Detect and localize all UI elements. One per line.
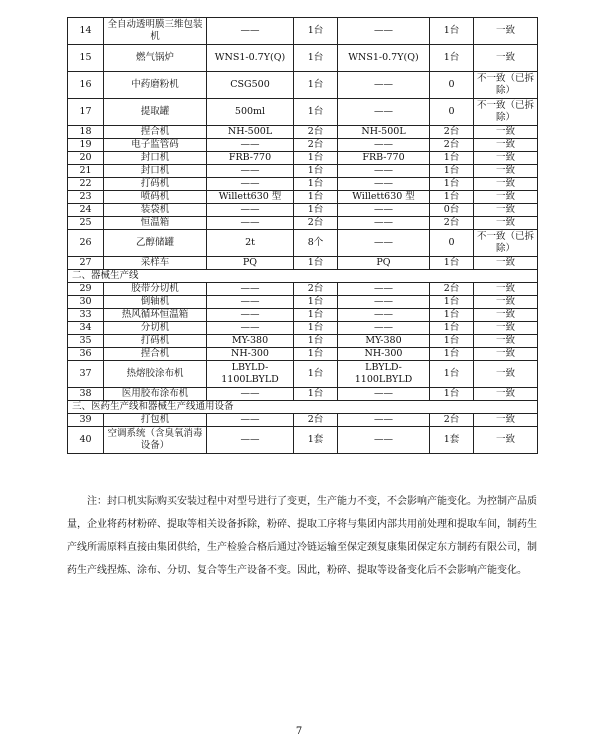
cell-planned-quantity: 1台 <box>294 72 338 99</box>
cell-planned-quantity: 1台 <box>294 99 338 126</box>
cell-planned-quantity: 1台 <box>294 165 338 178</box>
cell-consistency: 一致 <box>474 165 538 178</box>
cell-equipment-name: 恒温箱 <box>104 217 207 230</box>
equipment-table-body <box>68 18 538 454</box>
table-row <box>68 322 538 335</box>
cell-actual-model: —— <box>338 18 430 45</box>
cell-actual-model: —— <box>338 230 430 257</box>
table-row <box>68 191 538 204</box>
cell-consistency: 一致 <box>474 388 538 401</box>
table-row <box>68 204 538 217</box>
cell-number: 35 <box>68 335 104 348</box>
cell-actual-model: —— <box>338 204 430 217</box>
cell-consistency: 一致 <box>474 414 538 427</box>
cell-number: 25 <box>68 217 104 230</box>
cell-equipment-name: 打码机 <box>104 178 207 191</box>
cell-planned-model: —— <box>207 217 294 230</box>
cell-actual-model: PQ <box>338 257 430 270</box>
cell-actual-quantity: 1台 <box>430 361 474 388</box>
cell-planned-model: 500ml <box>207 99 294 126</box>
cell-planned-quantity: 1台 <box>294 309 338 322</box>
cell-consistency: 一致 <box>474 178 538 191</box>
cell-actual-model: NH-300 <box>338 348 430 361</box>
cell-equipment-name: 全自动透明膜三维包装机 <box>104 18 207 45</box>
cell-equipment-name: 医用胶布涂布机 <box>104 388 207 401</box>
cell-planned-model: —— <box>207 296 294 309</box>
cell-number: 15 <box>68 45 104 72</box>
table-row <box>68 178 538 191</box>
cell-actual-quantity: 1台 <box>430 165 474 178</box>
cell-number: 38 <box>68 388 104 401</box>
cell-equipment-name: 采样车 <box>104 257 207 270</box>
cell-number: 21 <box>68 165 104 178</box>
cell-equipment-name: 乙醇储罐 <box>104 230 207 257</box>
cell-equipment-name: 分切机 <box>104 322 207 335</box>
cell-planned-quantity: 2台 <box>294 283 338 296</box>
cell-actual-quantity: 1台 <box>430 257 474 270</box>
cell-actual-model: —— <box>338 296 430 309</box>
cell-actual-model: —— <box>338 388 430 401</box>
cell-actual-model: —— <box>338 72 430 99</box>
cell-planned-model: CSG500 <box>207 72 294 99</box>
cell-planned-model: —— <box>207 139 294 152</box>
cell-equipment-name: 封口机 <box>104 152 207 165</box>
cell-actual-quantity: 0台 <box>430 204 474 217</box>
table-row <box>68 139 538 152</box>
cell-equipment-name: 捏合机 <box>104 126 207 139</box>
table-row <box>68 257 538 270</box>
cell-planned-quantity: 1台 <box>294 388 338 401</box>
cell-planned-model: —— <box>207 414 294 427</box>
cell-equipment-name: 空调系统（含臭氧消毒设备） <box>104 427 207 454</box>
cell-planned-model: LBYLD-1100LBYLD <box>207 361 294 388</box>
table-row <box>68 427 538 454</box>
table-row <box>68 348 538 361</box>
cell-actual-model: WNS1-0.7Y(Q) <box>338 45 430 72</box>
cell-consistency: 一致 <box>474 191 538 204</box>
cell-actual-quantity: 1台 <box>430 178 474 191</box>
cell-planned-quantity: 2台 <box>294 217 338 230</box>
cell-actual-quantity: 1台 <box>430 191 474 204</box>
cell-number: 17 <box>68 99 104 126</box>
page-number: 7 <box>295 726 303 737</box>
cell-actual-model: LBYLD-1100LBYLD <box>338 361 430 388</box>
cell-planned-quantity: 1台 <box>294 152 338 165</box>
cell-equipment-name: 喷码机 <box>104 191 207 204</box>
section-title: 三、医药生产线和器械生产线通用设备 <box>68 401 538 414</box>
cell-actual-quantity: 1台 <box>430 348 474 361</box>
cell-actual-model: NH-500L <box>338 126 430 139</box>
table-row <box>68 72 538 99</box>
cell-planned-model: NH-500L <box>207 126 294 139</box>
cell-planned-model: —— <box>207 283 294 296</box>
section-title: 二、器械生产线 <box>68 270 538 283</box>
cell-number: 14 <box>68 18 104 45</box>
cell-actual-quantity: 1台 <box>430 335 474 348</box>
cell-planned-quantity: 1台 <box>294 361 338 388</box>
cell-planned-model: —— <box>207 18 294 45</box>
cell-equipment-name: 胶带分切机 <box>104 283 207 296</box>
cell-actual-quantity: 0 <box>430 72 474 99</box>
cell-consistency: 一致 <box>474 126 538 139</box>
cell-number: 33 <box>68 309 104 322</box>
cell-planned-model: —— <box>207 178 294 191</box>
cell-consistency: 不一致（已拆除） <box>474 230 538 257</box>
cell-consistency: 一致 <box>474 348 538 361</box>
cell-planned-quantity: 1台 <box>294 257 338 270</box>
cell-actual-model: —— <box>338 427 430 454</box>
cell-actual-quantity: 1台 <box>430 296 474 309</box>
cell-equipment-name: 热熔胶涂布机 <box>104 361 207 388</box>
cell-actual-model: Willett630 型 <box>338 191 430 204</box>
cell-planned-model: NH-300 <box>207 348 294 361</box>
cell-number: 30 <box>68 296 104 309</box>
cell-planned-model: —— <box>207 322 294 335</box>
cell-number: 27 <box>68 257 104 270</box>
cell-planned-quantity: 1台 <box>294 322 338 335</box>
cell-actual-quantity: 1台 <box>430 152 474 165</box>
cell-consistency: 一致 <box>474 257 538 270</box>
cell-number: 26 <box>68 230 104 257</box>
cell-actual-model: —— <box>338 322 430 335</box>
table-row <box>68 99 538 126</box>
cell-number: 37 <box>68 361 104 388</box>
cell-consistency: 一致 <box>474 361 538 388</box>
cell-consistency: 一致 <box>474 139 538 152</box>
cell-consistency: 一致 <box>474 152 538 165</box>
cell-actual-model: —— <box>338 99 430 126</box>
cell-actual-quantity: 1套 <box>430 427 474 454</box>
cell-actual-quantity: 1台 <box>430 309 474 322</box>
cell-actual-model: —— <box>338 414 430 427</box>
cell-number: 40 <box>68 427 104 454</box>
cell-planned-model: PQ <box>207 257 294 270</box>
cell-consistency: 不一致（已拆除） <box>474 72 538 99</box>
cell-actual-quantity: 2台 <box>430 217 474 230</box>
cell-planned-model: Willett630 型 <box>207 191 294 204</box>
cell-planned-quantity: 2台 <box>294 139 338 152</box>
cell-equipment-name: 电子监管码 <box>104 139 207 152</box>
cell-actual-quantity: 1台 <box>430 322 474 335</box>
cell-number: 20 <box>68 152 104 165</box>
cell-planned-model: 2t <box>207 230 294 257</box>
cell-planned-model: —— <box>207 427 294 454</box>
cell-actual-quantity: 1台 <box>430 388 474 401</box>
note-paragraph <box>67 490 537 582</box>
cell-number: 34 <box>68 322 104 335</box>
table-row <box>68 165 538 178</box>
cell-consistency: 一致 <box>474 322 538 335</box>
cell-consistency: 一致 <box>474 18 538 45</box>
cell-actual-quantity: 1台 <box>430 45 474 72</box>
cell-actual-model: —— <box>338 283 430 296</box>
cell-consistency: 不一致（已拆除） <box>474 99 538 126</box>
cell-equipment-name: 封口机 <box>104 165 207 178</box>
cell-number: 23 <box>68 191 104 204</box>
table-row <box>68 152 538 165</box>
cell-number: 16 <box>68 72 104 99</box>
cell-planned-quantity: 1台 <box>294 296 338 309</box>
note-text: 注：封口机实际购买安装过程中对型号进行了变更，生产能力不变，不会影响产能变化。为控制产品质量，企业将药材粉碎、提取等相关设备拆除，粉碎、提取工序将与集团内部共用前处理和提取车间，制药生产线所需原料直接由集团供给，生产检验合格后通过冷链运输至保定颈复康集团保定东方制药有限公司，制药生产线捏炼、涂布、分切、复合等生产设备不变。因此，粉碎、提取等设备变化后不会影响产能变化。 <box>67 496 537 576</box>
cell-equipment-name: 提取罐 <box>104 99 207 126</box>
cell-actual-model: —— <box>338 165 430 178</box>
cell-equipment-name: 热风循环恒温箱 <box>104 309 207 322</box>
section-header-row <box>68 270 538 283</box>
cell-consistency: 一致 <box>474 204 538 217</box>
cell-number: 19 <box>68 139 104 152</box>
cell-planned-model: WNS1-0.7Y(Q) <box>207 45 294 72</box>
cell-planned-model: FRB-770 <box>207 152 294 165</box>
cell-planned-quantity: 2台 <box>294 414 338 427</box>
table-row <box>68 335 538 348</box>
cell-equipment-name: 打包机 <box>104 414 207 427</box>
cell-actual-model: FRB-770 <box>338 152 430 165</box>
cell-number: 29 <box>68 283 104 296</box>
cell-planned-quantity: 1台 <box>294 335 338 348</box>
cell-planned-quantity: 2台 <box>294 126 338 139</box>
cell-consistency: 一致 <box>474 335 538 348</box>
cell-actual-model: MY-380 <box>338 335 430 348</box>
table-row <box>68 283 538 296</box>
cell-number: 18 <box>68 126 104 139</box>
table-row <box>68 309 538 322</box>
cell-equipment-name: 装袋机 <box>104 204 207 217</box>
table-row <box>68 45 538 72</box>
table-row <box>68 388 538 401</box>
cell-planned-quantity: 8个 <box>294 230 338 257</box>
cell-number: 39 <box>68 414 104 427</box>
table-row <box>68 217 538 230</box>
cell-equipment-name: 打码机 <box>104 335 207 348</box>
cell-consistency: 一致 <box>474 217 538 230</box>
equipment-table <box>67 17 538 454</box>
cell-planned-quantity: 1台 <box>294 18 338 45</box>
cell-number: 24 <box>68 204 104 217</box>
table-row <box>68 126 538 139</box>
cell-equipment-name: 捏合机 <box>104 348 207 361</box>
cell-number: 36 <box>68 348 104 361</box>
cell-equipment-name: 燃气锅炉 <box>104 45 207 72</box>
table-row <box>68 414 538 427</box>
cell-equipment-name: 中药磨粉机 <box>104 72 207 99</box>
cell-actual-quantity: 2台 <box>430 126 474 139</box>
cell-planned-model: —— <box>207 388 294 401</box>
cell-consistency: 一致 <box>474 45 538 72</box>
cell-actual-quantity: 2台 <box>430 414 474 427</box>
table-row <box>68 361 538 388</box>
table-row <box>68 18 538 45</box>
cell-actual-model: —— <box>338 217 430 230</box>
cell-number: 22 <box>68 178 104 191</box>
cell-planned-quantity: 1台 <box>294 204 338 217</box>
table-row <box>68 296 538 309</box>
cell-planned-quantity: 1台 <box>294 348 338 361</box>
cell-consistency: 一致 <box>474 309 538 322</box>
cell-actual-quantity: 1台 <box>430 18 474 45</box>
cell-planned-model: —— <box>207 309 294 322</box>
cell-actual-model: —— <box>338 178 430 191</box>
cell-actual-quantity: 0 <box>430 99 474 126</box>
section-header-row <box>68 401 538 414</box>
cell-planned-model: —— <box>207 165 294 178</box>
cell-planned-quantity: 1台 <box>294 178 338 191</box>
cell-actual-model: —— <box>338 309 430 322</box>
cell-actual-quantity: 0 <box>430 230 474 257</box>
cell-actual-quantity: 2台 <box>430 283 474 296</box>
cell-actual-model: —— <box>338 139 430 152</box>
cell-consistency: 一致 <box>474 296 538 309</box>
cell-planned-quantity: 1套 <box>294 427 338 454</box>
cell-planned-model: MY-380 <box>207 335 294 348</box>
cell-equipment-name: 倒轴机 <box>104 296 207 309</box>
cell-planned-model: —— <box>207 204 294 217</box>
table-row <box>68 230 538 257</box>
cell-consistency: 一致 <box>474 427 538 454</box>
cell-actual-quantity: 2台 <box>430 139 474 152</box>
cell-consistency: 一致 <box>474 283 538 296</box>
cell-planned-quantity: 1台 <box>294 45 338 72</box>
cell-planned-quantity: 1台 <box>294 191 338 204</box>
